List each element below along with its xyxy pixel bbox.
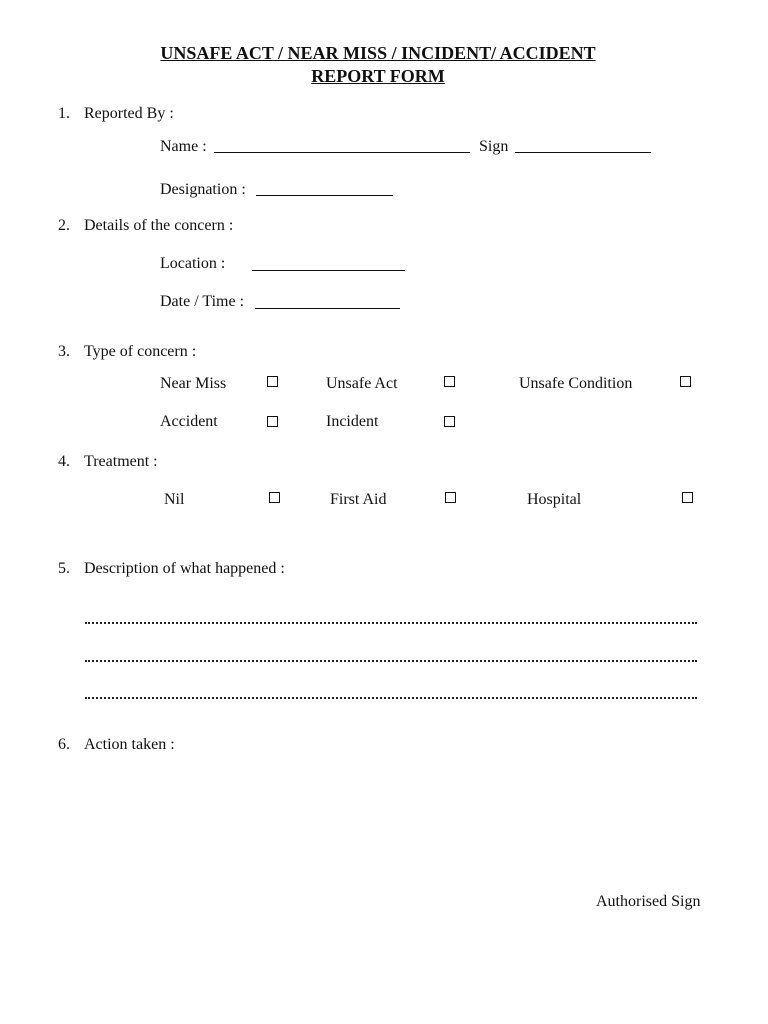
section-4-heading: Treatment : [84,453,158,470]
section-2-number: 2. [58,217,70,234]
near-miss-checkbox[interactable] [267,376,278,387]
section-1-number: 1. [58,105,70,122]
section-5-heading: Description of what happened : [84,560,285,577]
unsafe-act-label: Unsafe Act [326,375,398,392]
first-aid-label: First Aid [330,491,387,508]
description-line-3[interactable] [85,697,697,699]
designation-input[interactable] [258,178,391,196]
form-title-line2: REPORT FORM [311,66,445,86]
accident-label: Accident [160,413,218,430]
designation-label: Designation : [160,181,246,198]
first-aid-checkbox[interactable] [445,492,456,503]
location-label: Location : [160,255,226,272]
incident-label: Incident [326,413,379,430]
accident-checkbox[interactable] [267,416,278,427]
section-6-number: 6. [58,736,70,753]
hospital-checkbox[interactable] [682,492,693,503]
form-title-line1: UNSAFE ACT / NEAR MISS / INCIDENT/ ACCIDENT [160,43,596,63]
nil-checkbox[interactable] [269,492,280,503]
section-3-heading: Type of concern : [84,343,197,360]
hospital-label: Hospital [527,491,582,508]
near-miss-label: Near Miss [160,375,227,392]
authorised-sign-label: Authorised Sign [596,893,701,910]
sign-input[interactable] [517,135,649,153]
unsafe-act-checkbox[interactable] [444,376,455,387]
unsafe-condition-label: Unsafe Condition [519,375,633,392]
description-line-2[interactable] [85,660,697,662]
name-label: Name : [160,138,207,155]
incident-checkbox[interactable] [444,416,455,427]
section-1-heading: Reported By : [84,105,174,122]
section-5-number: 5. [58,560,70,577]
section-4-number: 4. [58,453,70,470]
nil-label: Nil [164,491,185,508]
section-3-number: 3. [58,343,70,360]
section-2-heading: Details of the concern : [84,217,234,234]
unsafe-condition-checkbox[interactable] [680,376,691,387]
description-line-1[interactable] [85,622,697,624]
sign-label: Sign [479,138,509,155]
name-input[interactable] [216,135,468,153]
datetime-label: Date / Time : [160,293,245,310]
location-input[interactable] [254,253,403,271]
datetime-input[interactable] [257,291,398,309]
section-6-heading: Action taken : [84,736,175,753]
